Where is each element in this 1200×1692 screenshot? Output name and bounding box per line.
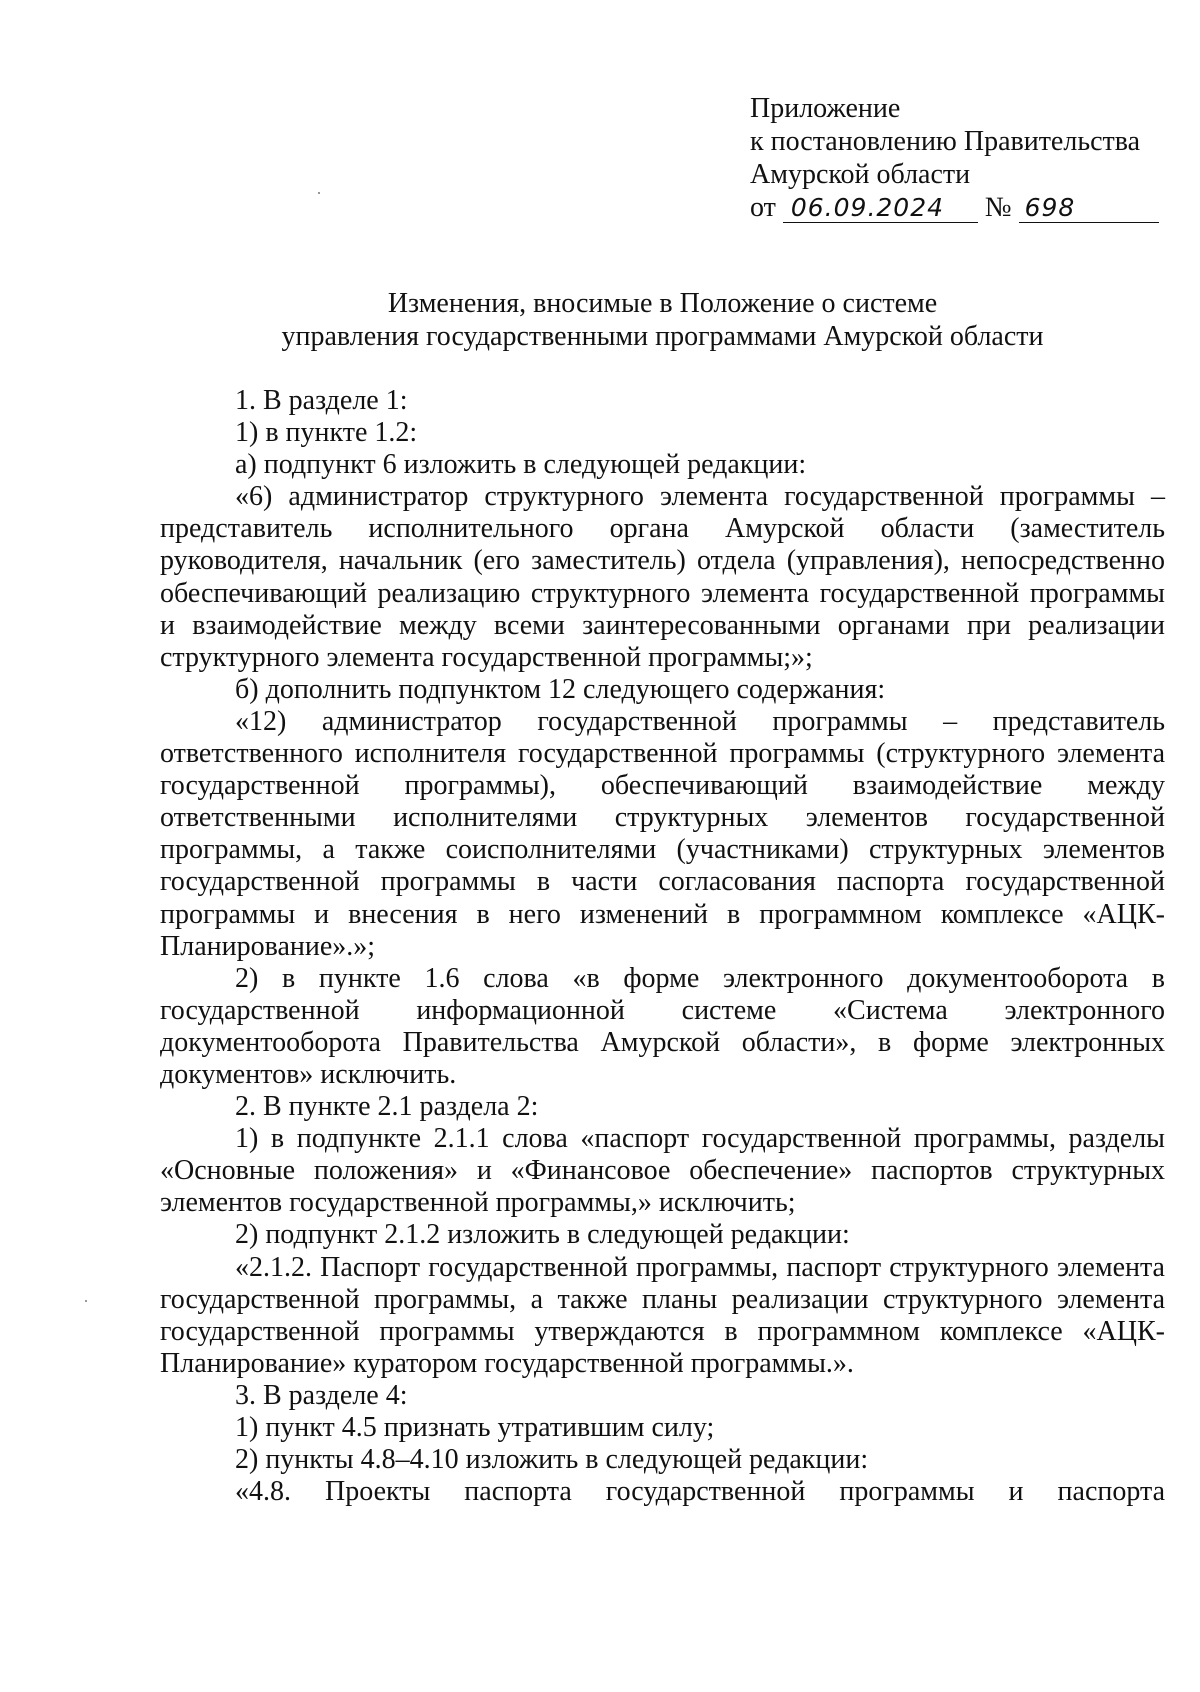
appendix-date-number-line [750, 191, 1159, 224]
paragraph: «12) администратор государственной программы – представитель ответственного исполнителя государственной программы (структурного элемента государственной программы), обеспечивающий взаимодействие между ответственными исполнителями структурных элементов государственной программы, а также соисполнителями (участниками) структурных элементов государственной программы в части согласования паспорта государственной программы и внесения в него изменений в программном комплексе «АЦК-Планирование».»; [160, 705, 1165, 962]
paragraph: б) дополнить подпунктом 12 следующего содержания: [235, 673, 886, 705]
paragraph: 1) пункт 4.5 признать утратившим силу; [235, 1412, 715, 1443]
paragraph: а) подпункт 6 изложить в следующей редакции: [235, 449, 807, 481]
appendix-label: Приложение [750, 93, 901, 124]
paragraph: 2) подпункт 2.1.2 изложить в следующей редакции: [235, 1219, 850, 1251]
date-prefix: от [750, 192, 776, 223]
paragraph: 2) в пункте 1.6 слова «в форме электронного документооборота в государственной информационной системе «Система электронного документооборота Правительства Амурской области», в форме электронных документов» исключить. [160, 962, 1165, 1090]
paragraph: «2.1.2. Паспорт государственной программы, паспорт структурного элемента государственной программы, а также планы реализации структурного элемента государственной программы утверждаются в программном комплексе «АЦК-Планирование» куратором государственной программы.». [160, 1251, 1165, 1379]
title-line-2: управления государственными программами Амурской области [281, 321, 1044, 352]
appendix-resolution-label: к постановлению Правительства [750, 126, 1141, 157]
scan-speck [318, 192, 320, 194]
handwritten-number: 698 [1019, 194, 1159, 223]
paragraph: 2. В пункте 2.1 раздела 2: [235, 1091, 539, 1123]
paragraph: 3. В разделе 4: [235, 1379, 408, 1411]
title-line-1: Изменения, вносимые в Положение о системе [387, 288, 938, 319]
paragraph: 1. В разделе 1: [235, 385, 408, 416]
number-sign: № [984, 192, 1012, 223]
approval-stamp-block [750, 92, 1159, 224]
paragraph: 1) в пункте 1.2: [235, 417, 418, 449]
scan-speck [85, 1300, 87, 1302]
appendix-region-label: Амурской области [750, 159, 971, 190]
paragraph: 1) в подпункте 2.1.1 слова «паспорт государственной программы, разделы «Основные положения» и «Финансовое обеспечение» паспортов структурных элементов государственной программы,» исключить; [160, 1123, 1165, 1219]
handwritten-date: 06.09.2024 [783, 194, 978, 223]
paragraph: 2) пункты 4.8–4.10 изложить в следующей редакции: [235, 1444, 869, 1476]
paragraph: «6) администратор структурного элемента государственной программы – представитель исполнительного органа Амурской области (заместитель руководителя, начальник (его заместитель) отдела (управления), непосредственно обеспечивающий реализацию структурного элемента государственной программы и взаимодействие между всеми заинтересованными органами при реализации структурного элемента государственной программы;»; [160, 481, 1165, 673]
document-title [160, 287, 1165, 353]
document-body [160, 385, 1165, 1508]
paragraph-continued: «4.8. Проекты паспорта государственной программы и паспорта [235, 1476, 1165, 1508]
